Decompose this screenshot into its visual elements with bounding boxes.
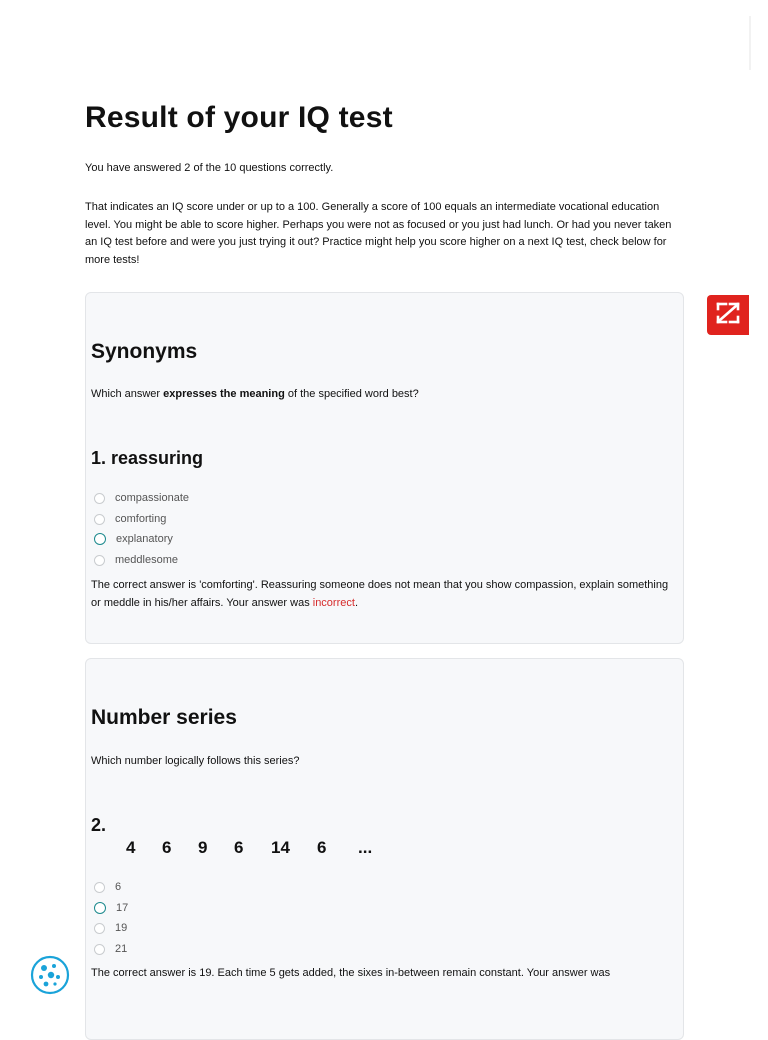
option-meddlesome[interactable] xyxy=(94,550,178,570)
radio-button[interactable] xyxy=(94,555,105,566)
option-explanatory[interactable] xyxy=(94,529,173,549)
score-explanation: That indicates an IQ score under or up to a 100. Generally a score of 100 equals an intermediate vocational education level. You might be able to score higher. Perhaps you were not as focused or you just had lunch. Or had you never taken an IQ test before and were you just trying it out? Practice might help you score higher on a next IQ test, check below for more tests! xyxy=(85,201,672,266)
option-label: 21 xyxy=(115,943,128,955)
series-number: 9 xyxy=(198,838,208,857)
score-summary: You have answered 2 of the 10 questions correctly. xyxy=(85,162,334,174)
radio-button[interactable] xyxy=(94,923,105,934)
radio-button[interactable] xyxy=(94,514,105,525)
question-card-synonyms xyxy=(85,292,684,644)
option-label: comforting xyxy=(115,513,167,525)
radio-button-selected[interactable] xyxy=(94,902,106,914)
question-instruction: Which number logically follows this series? xyxy=(91,755,300,767)
question-title: 1. reassuring xyxy=(91,448,204,468)
option-label: 17 xyxy=(116,902,129,914)
cookie-icon xyxy=(30,982,70,999)
radio-button[interactable] xyxy=(94,493,105,504)
option-comforting[interactable] xyxy=(94,509,166,529)
option-compassionate[interactable] xyxy=(94,488,189,508)
side-widget-button[interactable] xyxy=(707,295,749,335)
series-number: 4 xyxy=(126,838,136,857)
stretch-arrows-icon xyxy=(715,301,741,330)
option-label: compassionate xyxy=(115,492,189,504)
series-number: 6 xyxy=(162,838,172,857)
radio-button-selected[interactable] xyxy=(94,533,106,545)
option-label: explanatory xyxy=(116,533,173,545)
question-instruction: Which answer expresses the meaning of the specified word best? xyxy=(91,388,419,400)
radio-button[interactable] xyxy=(94,882,105,893)
category-title: Synonyms xyxy=(91,340,198,363)
answer-explanation: The correct answer is 'comforting'. Reassuring someone does not mean that you show compassion, explain something or meddle in his/her affairs. Your answer was incorrect. xyxy=(91,579,669,609)
series-ellipsis: ... xyxy=(358,838,373,857)
option-label: meddlesome xyxy=(115,554,178,566)
cookie-settings-button[interactable] xyxy=(30,955,70,995)
option-label: 6 xyxy=(115,881,122,893)
answer-explanation: The correct answer is 19. Each time 5 gets added, the sixes in-between remain constant. Your answer was xyxy=(91,967,611,979)
category-title: Number series xyxy=(91,706,237,729)
question-title: 2. xyxy=(91,815,107,835)
option-19[interactable] xyxy=(94,918,127,938)
scrollbar[interactable] xyxy=(749,16,751,70)
radio-button[interactable] xyxy=(94,944,105,955)
verdict-incorrect: incorrect xyxy=(312,597,355,609)
page-title: Result of your IQ test xyxy=(85,101,393,134)
series-number: 14 xyxy=(271,838,290,857)
option-6[interactable] xyxy=(94,877,121,897)
option-21[interactable] xyxy=(94,939,127,959)
option-label: 19 xyxy=(115,922,128,934)
question-card-number-series xyxy=(85,658,684,1040)
option-17[interactable] xyxy=(94,898,128,918)
series-number: 6 xyxy=(317,838,327,857)
series-number: 6 xyxy=(234,838,244,857)
